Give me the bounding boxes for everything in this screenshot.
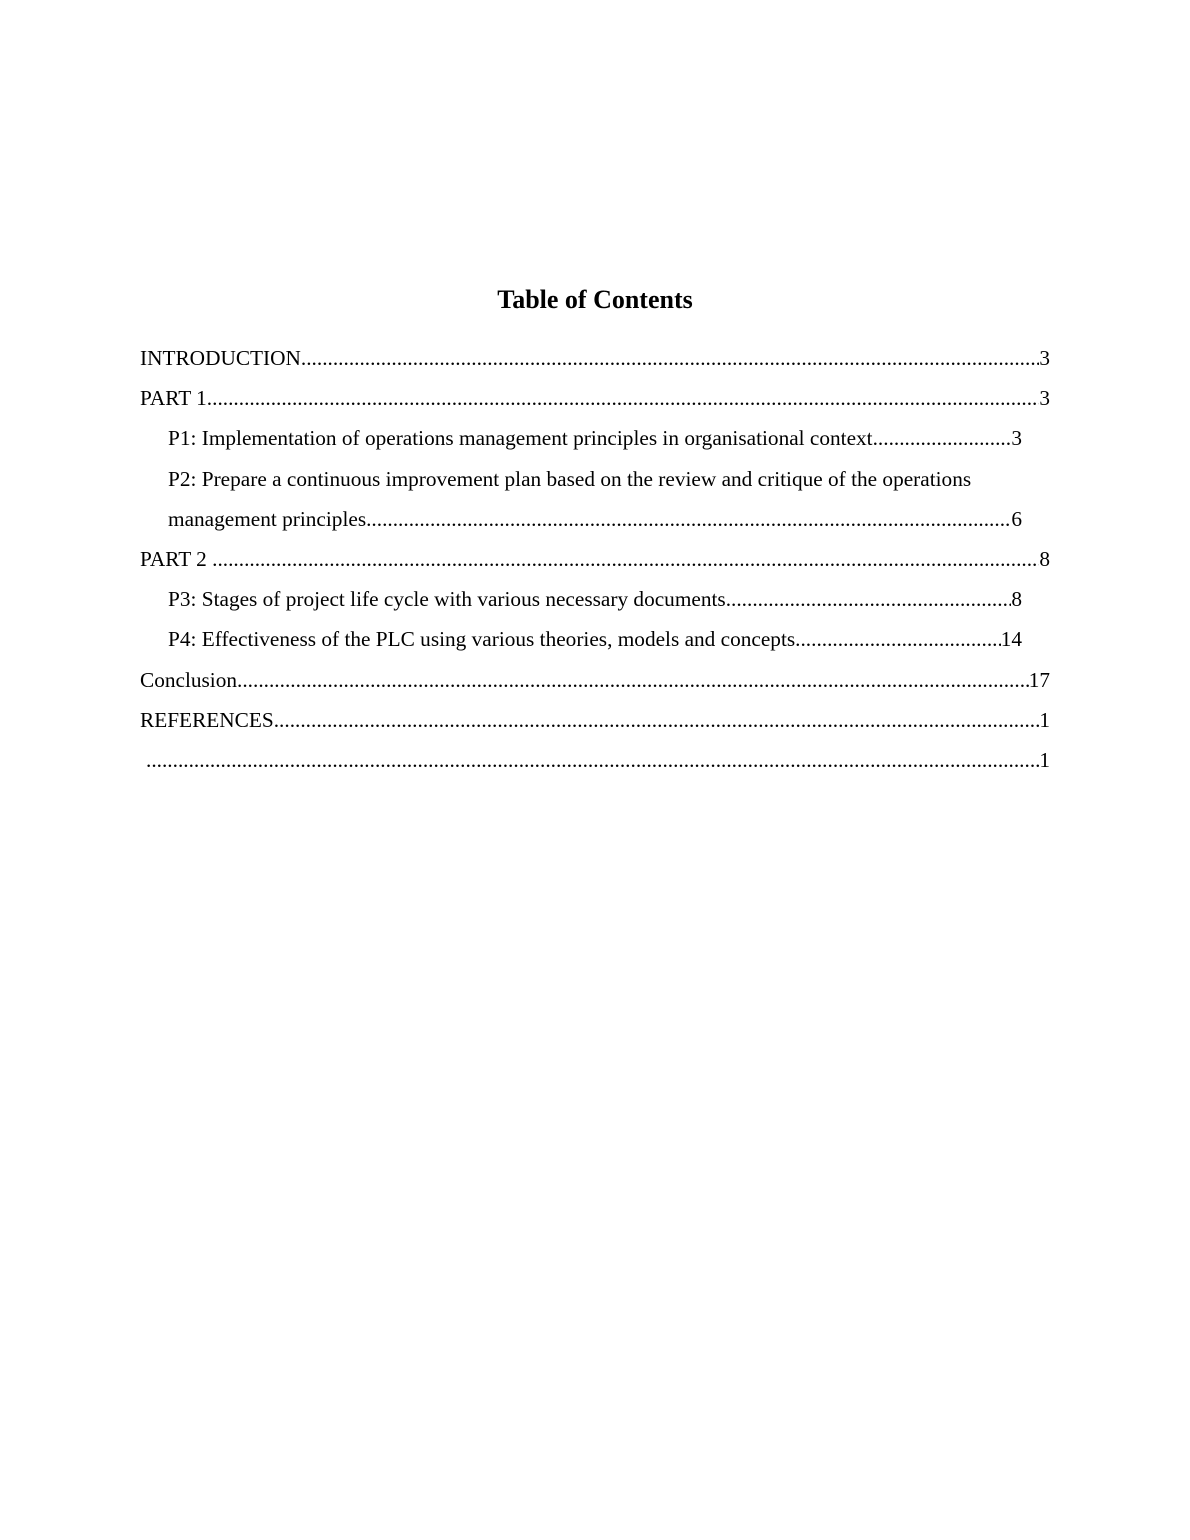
toc-page-number: 17 — [1028, 667, 1050, 692]
toc-entry-label: PART 1 — [140, 386, 207, 411]
toc-page-number: 1 — [1039, 707, 1050, 732]
toc-entry-label: INTRODUCTION — [140, 346, 301, 370]
toc-entry-p2[interactable] — [140, 459, 1050, 539]
toc-entry-references[interactable] — [140, 700, 1050, 740]
toc-entry-label-line-1: P2: Prepare a continuous improvement plan based on the review and critique of the operations — [168, 466, 972, 491]
toc-page-number: 1 — [1039, 747, 1050, 772]
dot-leader — [795, 619, 1001, 659]
dot-leader — [366, 499, 1011, 539]
toc-entry-p4[interactable] — [140, 619, 1022, 659]
toc-entry-label: P3: Stages of project life cycle with various necessary documents — [168, 587, 726, 612]
dot-leader — [207, 378, 1040, 418]
toc-entry-p3[interactable] — [140, 579, 1022, 619]
toc-page-number: 3 — [1011, 426, 1022, 451]
toc-entry-label: Conclusion — [140, 667, 238, 692]
toc-title: Table of Contents — [497, 285, 693, 314]
toc-entry-label: PART 2 — [140, 546, 213, 571]
toc-entry-p1[interactable] — [140, 418, 1022, 458]
toc-entry-label: P4: Effectiveness of the PLC using various theories, models and concepts — [168, 627, 796, 652]
toc-page-number: 6 — [1011, 506, 1022, 531]
toc-entry-part-1[interactable] — [140, 378, 1050, 418]
dot-leader — [873, 418, 1012, 458]
toc-entry-untitled[interactable] — [140, 740, 1050, 780]
toc-entry-label: P1: Implementation of operations management principles in organisational context — [168, 426, 873, 451]
toc-page-number: 8 — [1039, 546, 1050, 571]
dot-leader — [274, 700, 1040, 740]
dot-leader — [146, 740, 1039, 780]
table-of-contents — [140, 338, 1050, 780]
toc-page-number: 3 — [1039, 346, 1050, 370]
toc-entry-introduction[interactable] — [140, 338, 1050, 378]
toc-page-number: 14 — [1000, 627, 1022, 652]
toc-entry-label: REFERENCES — [140, 707, 274, 732]
dot-leader — [726, 579, 1012, 619]
toc-entry-conclusion[interactable] — [140, 660, 1050, 700]
dot-leader — [301, 338, 1039, 378]
dot-leader — [237, 660, 1029, 700]
toc-page-number: 3 — [1039, 386, 1050, 411]
dot-leader — [212, 539, 1039, 579]
toc-page-number: 8 — [1011, 587, 1022, 612]
toc-entry-part-2[interactable] — [140, 539, 1050, 579]
toc-entry-label-line-2: management principles — [168, 506, 367, 531]
